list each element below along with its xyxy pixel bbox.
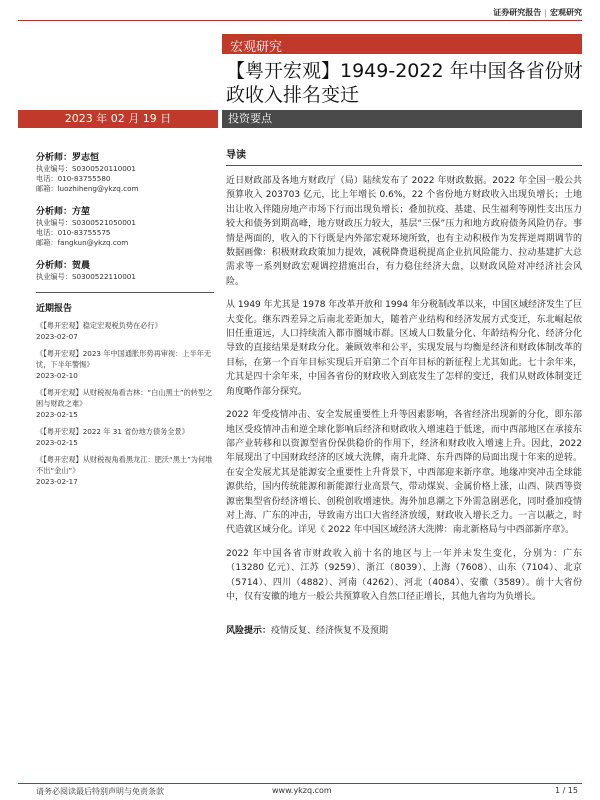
recent-report-title[interactable]: 《【粤开宏观】2023 年中国通胀形势再审视：上半年无忧，下半年警惕》 bbox=[36, 349, 212, 369]
footer-disclaimer[interactable]: 请务必阅读最后特别声明与免责条款 bbox=[36, 787, 164, 796]
section-rule bbox=[226, 165, 582, 166]
body-paragraph: 2022 年受疫情冲击、安全发展重要性上升等因素影响，各省经济出现新的分化，即东部地区受疫情冲击和逆全球化影响后经济和财政收入增速趋于低迷，而中西部地区在承接东部产业转移和以资源型省份保供稳价的作用下，经济和财政收入增速上升。因此，2022 年展现出了中国财政经济的区域大洗牌，南升北降、东升西降的局面出现十年来的逆转。在安全发展尤其是能源安全重要性上升背景下，中西部迎来新序章。地缘冲突冲击全球能源供给，国内传统能源和新能源行业高景气，带动煤炭、金属价格上涨，山西、陕西等资源密集型省份经济增长、创税创收增速快。海外加息潮之下外需急剧恶化，同时叠加疫情对上海、广东的冲击，导致南方出口大省经济放缓，财政收入增长乏力。一言以蔽之，时代造就区域分化。详见《 2022 年中国区域经济大洗牌：南北新格局与中西部新序章》。 bbox=[226, 410, 582, 536]
report-date: 2023 年 02 月 19 日 bbox=[18, 110, 218, 128]
analyst-name: 分析师：罗志恒 bbox=[36, 153, 100, 163]
footer-rule bbox=[18, 783, 582, 784]
recent-report-title[interactable]: 《【粤开宏观】2022 年 31 省份地方债务全景》 bbox=[36, 427, 189, 436]
analyst-card bbox=[36, 258, 214, 282]
body-paragraph: 从 1949 年尤其是 1978 年改革开放和 1994 年分税制改革以来，中国区域经济发生了巨大变化。继东西差异之后南北差距加大，随着产业结构和经济发展方式变迁，东北崛起依旧任重道远，人口持续流入都市圈城市群。区域人口数量分化、年龄结构分化、经济分化导致的直接结果是财政分化。兼顾效率和公平，实现发展与均衡是经济和财政体制改革的目标，在第一个百年目标实现后开启第二个百年目标的新征程上尤其如此。七十余年来，尤其是四十余年来，中国各省份的财政收入到底发生了怎样的变迁，我们从财政体制变迁角度略作部分探究。 bbox=[226, 300, 582, 397]
recent-report-date: 2023-02-17 bbox=[36, 477, 78, 486]
recent-report-item[interactable] bbox=[36, 348, 214, 381]
analyst-phone: 电话：010-83755575 bbox=[36, 228, 111, 237]
analyst-name: 分析师：方堃 bbox=[36, 207, 91, 217]
report-title: 【粤开宏观】1949-2022 年中国各省份财政收入排名变迁 bbox=[226, 60, 583, 106]
report-category: 宏观研究 bbox=[550, 8, 582, 17]
risk-warning bbox=[226, 624, 582, 638]
recent-report-date: 2023-02-15 bbox=[36, 410, 78, 419]
main-content bbox=[226, 146, 582, 638]
key-points-bar: 投资要点 bbox=[222, 110, 582, 128]
recent-report-item[interactable] bbox=[36, 387, 214, 420]
report-type-label bbox=[493, 7, 582, 18]
analyst-email[interactable]: 邮箱：luozhiheng@ykzq.com bbox=[36, 184, 139, 193]
left-sidebar bbox=[36, 150, 214, 487]
body-paragraph: 2022 年中国各省市财政收入前十名的地区与上一年并未发生变化，分别为：广东（13280 亿元）、江苏（9259）、浙江（8039）、上海（7608）、山东（7104）、北京（5714）、四川（4882）、河南（4262）、河北（4084）、安徽（3589）。前十大省份中，仅有安徽的地方一般公共预算收入自然口径正增长，其他九省均为负增长。 bbox=[226, 548, 582, 602]
recent-report-title[interactable]: 《【粤开宏观】从财税视角看吉林：“白山黑土”的转型之困与财政之难》 bbox=[36, 388, 213, 408]
recent-report-date: 2023-02-15 bbox=[36, 438, 78, 447]
analyst-card bbox=[36, 204, 214, 248]
body-paragraph: 近日财政部及各地方财政厅（局）陆续发布了 2022 年财政数据。2022 年全国一般公共预算收入 203703 亿元，比上年增长 0.6%，22 个省份地方财政收入出现负增长；土地出让收入伴随房地产市场下行而出现负增长；叠加抗疫、基建、民生福利等刚性支出压力较大和债务到期高峰，地方财政压力较大，基层“三保”压力和地方政府债务风险仍存。事情是两面的，收入的下行既是内外部宏观环境所致，也有主动积极作为发挥逆周期调节的数据画像：积极财政政策加力提效，减税降费退税提高企业抗风险能力、拉动基建扩大总需求等一系列财政宏观调控措施出台，有力稳住经济大盘，以财政风险对冲经济社会风险。 bbox=[226, 176, 582, 287]
analyst-card bbox=[36, 150, 214, 194]
analyst-name: 分析师：贺晨 bbox=[36, 261, 91, 271]
section-heading: 导读 bbox=[226, 150, 246, 161]
analyst-license: 执业编号：S0300521050001 bbox=[36, 218, 136, 227]
recent-report-date: 2023-02-10 bbox=[36, 371, 78, 380]
page-number: 1 / 15 bbox=[554, 786, 578, 795]
header-rule bbox=[18, 20, 582, 21]
analyst-license: 执业编号：S0300522110001 bbox=[36, 272, 136, 281]
report-type: 证券研究报告 bbox=[493, 8, 542, 17]
recent-report-title[interactable]: 《【粤开宏观】从财税视角看黑龙江：肥沃“黑土”为何堆不出“金山”》 bbox=[36, 455, 213, 475]
recent-report-item[interactable] bbox=[36, 426, 214, 448]
separator: | bbox=[544, 8, 547, 17]
category-band-text: 宏观研究 bbox=[230, 40, 283, 55]
risk-label: 风险提示： bbox=[226, 626, 272, 637]
recent-report-item[interactable] bbox=[36, 454, 214, 487]
risk-text: 疫情反复、经济恢复不及预期 bbox=[271, 626, 389, 637]
analyst-phone: 电话：010-83755580 bbox=[36, 174, 111, 183]
recent-report-title[interactable]: 《【粤开宏观】稳定宏观税负势在必行》 bbox=[36, 321, 162, 330]
analyst-license: 执业编号：S0300520110001 bbox=[36, 164, 136, 173]
divider bbox=[36, 292, 214, 293]
recent-reports-title: 近期报告 bbox=[36, 304, 73, 314]
footer-website[interactable]: www.ykzq.com bbox=[272, 786, 332, 795]
recent-report-date: 2023-02-07 bbox=[36, 332, 78, 341]
analyst-email[interactable]: 邮箱：fangkun@ykzq.com bbox=[36, 238, 129, 247]
recent-report-item[interactable] bbox=[36, 320, 214, 342]
